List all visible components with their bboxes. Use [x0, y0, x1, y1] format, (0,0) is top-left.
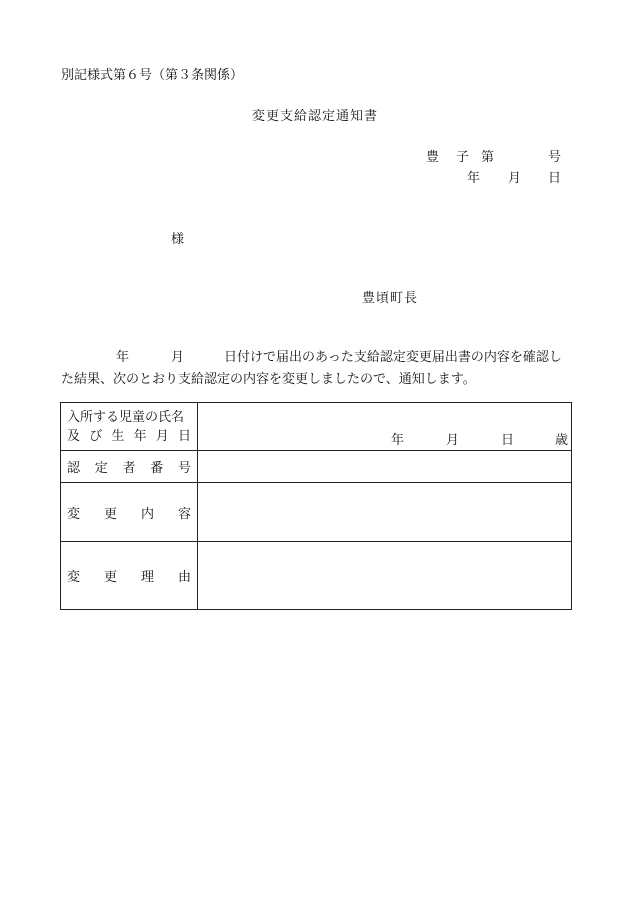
- label-char: 更: [103, 506, 117, 522]
- table-row: [61, 542, 572, 610]
- label-char: び: [89, 428, 103, 444]
- label-char: 及: [67, 428, 81, 444]
- table-row: [61, 403, 572, 451]
- change-content-label: [61, 483, 198, 542]
- label-char: 月: [155, 428, 169, 444]
- label-char: 認: [67, 461, 81, 476]
- issuer-name: 豊頃町長: [362, 291, 419, 306]
- birth-month-unit: 月: [446, 433, 460, 448]
- reference-char: 第: [481, 150, 495, 165]
- change-reason-value: [198, 542, 572, 610]
- change-content-value: [198, 483, 572, 542]
- notice-table: [60, 402, 572, 610]
- certified-person-number-value: [198, 451, 572, 483]
- child-name-label: 入所する児童の氏名: [67, 409, 185, 425]
- birth-date-label: [61, 427, 197, 446]
- issue-date-day: 日: [548, 171, 562, 186]
- label-char: 変: [67, 506, 81, 522]
- birth-year-unit: 年: [391, 433, 405, 448]
- change-reason-label: [61, 542, 198, 610]
- label-char: 号: [177, 461, 191, 476]
- reference-char: 豊: [426, 150, 440, 165]
- issue-date-year: 年: [467, 171, 481, 186]
- birth-day-unit: 日: [501, 433, 515, 448]
- form-label: 別記様式第６号（第３条関係）: [61, 68, 244, 83]
- table-row: [61, 451, 572, 483]
- label-char: 者: [122, 461, 136, 476]
- label-char: 生: [111, 428, 125, 444]
- body-month: 月: [171, 350, 185, 365]
- label-char: 番: [150, 461, 164, 476]
- label-char: 容: [177, 506, 191, 522]
- certified-person-number-label: [61, 451, 198, 483]
- label-char: 定: [94, 461, 108, 476]
- issue-date-month: 月: [508, 171, 522, 186]
- label-char: 内: [140, 506, 154, 522]
- document-title: 変更支給認定通知書: [251, 109, 378, 124]
- body-year: 年: [116, 350, 130, 365]
- label-char: 由: [177, 570, 191, 585]
- table-row: [61, 483, 572, 542]
- body-line1-text: 日付けで届出のあった支給認定変更届出書の内容を確認し: [224, 350, 562, 365]
- label-char: 日: [177, 428, 191, 444]
- label-char: 更: [103, 570, 117, 585]
- label-char: 変: [67, 570, 81, 585]
- recipient-honorific: 様: [171, 232, 185, 247]
- reference-suffix: 号: [548, 150, 562, 165]
- age-unit: 歳: [555, 433, 569, 448]
- label-char: 年: [133, 428, 147, 444]
- birth-units: [198, 429, 571, 447]
- child-name-birth-value: [198, 403, 572, 451]
- label-char: 理: [140, 570, 154, 585]
- reference-char: 子: [456, 150, 470, 165]
- body-line2-text: た結果、次のとおり支給認定の内容を変更しましたので、通知します。: [61, 372, 476, 387]
- child-name-birth-label: [61, 403, 198, 451]
